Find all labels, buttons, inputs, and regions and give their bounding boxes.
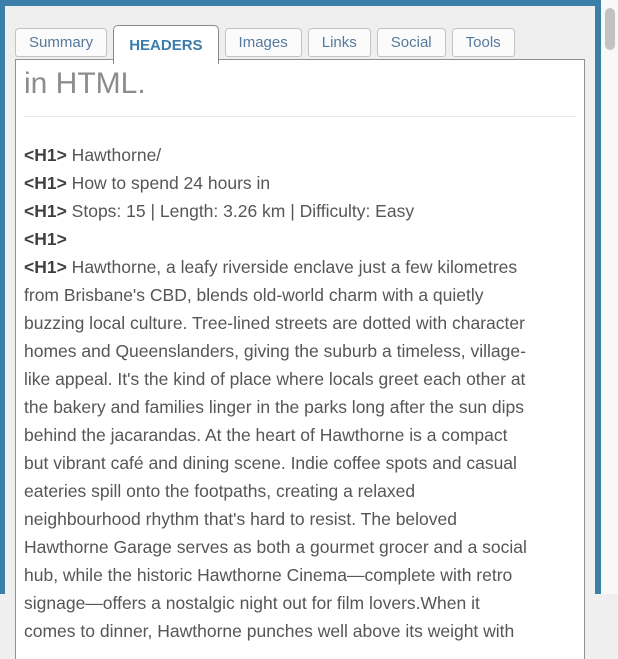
title-divider: [24, 116, 576, 117]
header-line: buzzing local culture. Tree-lined streets are dotted with character: [24, 313, 525, 333]
header-line: but vibrant café and dining scene. Indie coffee spots and casual: [24, 453, 517, 473]
browser-scrollbar[interactable]: [601, 0, 618, 594]
headers-list: [24, 141, 576, 645]
header-line: the bakery and families linger in the parks long after the sun dips: [24, 397, 525, 417]
h1-tag-label: <H1>: [24, 173, 67, 193]
h1-tag-label: <H1>: [24, 201, 67, 221]
page-title: in HTML.: [24, 67, 146, 100]
scrollbar-thumb[interactable]: [605, 8, 615, 50]
header-line: <H1> How to spend 24 hours in: [24, 173, 271, 193]
header-line: <H1> Stops: 15 | Length: 3.26 km | Difficulty: Easy: [24, 201, 415, 221]
h1-tag-label: <H1>: [24, 257, 67, 277]
header-line: eateries spill onto the footpaths, creating a relaxed: [24, 481, 416, 501]
tab-images[interactable]: Images: [225, 28, 302, 57]
header-line: like appeal. It's the kind of place where locals greet each other at: [24, 369, 526, 389]
h1-tag-label: <H1>: [24, 145, 67, 165]
header-line: hub, while the historic Hawthorne Cinema—complete with retro: [24, 565, 513, 585]
tab-links[interactable]: Links: [308, 28, 371, 57]
panel-content: [16, 60, 584, 645]
header-line: from Brisbane's CBD, blends old-world charm with a quietly: [24, 285, 484, 305]
header-line: homes and Queenslanders, giving the suburb a timeless, village-: [24, 341, 526, 361]
tab-summary[interactable]: Summary: [15, 28, 107, 57]
header-line: <H1> Hawthorne/: [24, 145, 162, 165]
header-line: signage—offers a nostalgic night out for film lovers.When it: [24, 593, 480, 613]
content-panel: [15, 59, 585, 659]
header-line: comes to dinner, Hawthorne punches well above its weight with: [24, 621, 515, 641]
header-line: behind the jacarandas. At the heart of Hawthorne is a compact: [24, 425, 508, 445]
header-line: <H1> Hawthorne, a leafy riverside enclave just a few kilometres: [24, 257, 518, 277]
header-line: [24, 225, 576, 253]
tab-social[interactable]: Social: [377, 28, 446, 57]
tab-tools[interactable]: Tools: [452, 28, 515, 57]
header-line: neighbourhood rhythm that's hard to resist. The beloved: [24, 509, 458, 529]
tab-bar: [5, 6, 595, 59]
tab-headers[interactable]: HEADERS: [113, 25, 218, 64]
header-line: Hawthorne Garage serves as both a gourmet grocer and a social: [24, 537, 527, 557]
h1-tag-label: <H1>: [24, 229, 67, 249]
